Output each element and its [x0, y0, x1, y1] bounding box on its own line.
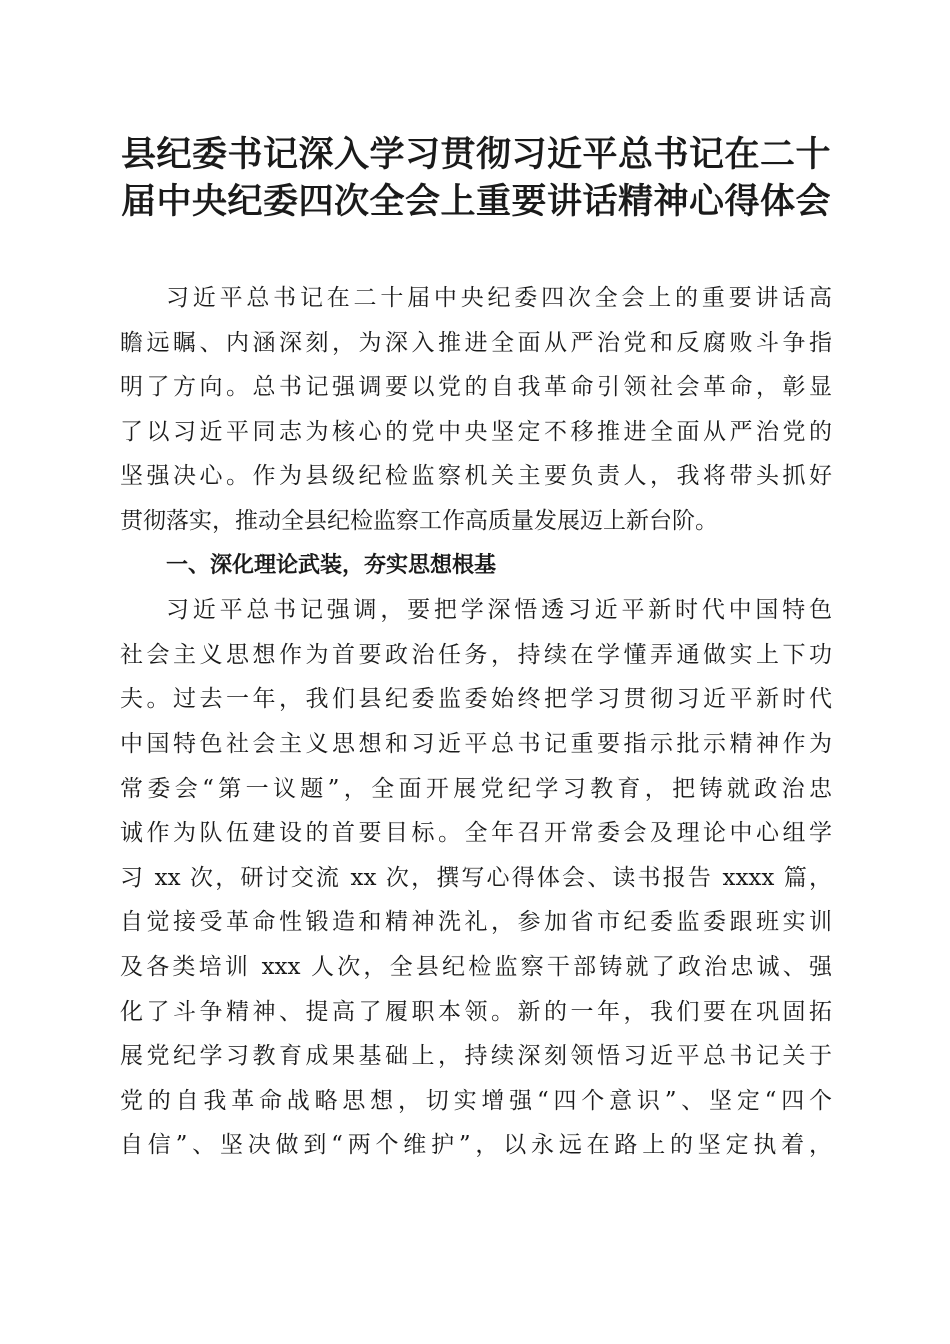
text-line: 常委会“第一议题”，全面开展党纪学习教育，把铸就政治忠: [120, 775, 832, 802]
text-line: 贯彻落实，推动全县纪检监察工作高质量发展迈上新台阶。: [120, 507, 718, 534]
title-line: 县纪委书记深入学习贯彻习近平总书记在二十: [120, 135, 831, 175]
document-body: [120, 276, 832, 1168]
text-line: 自信”、坚决做到“两个维护”，以永远在路上的坚定执着，: [120, 1132, 832, 1159]
text-line: 了以习近平同志为核心的党中央坚定不移推进全面从严治党的: [120, 418, 832, 445]
text-line: 夫。过去一年，我们县纪委监委始终把学习贯彻习近平新时代: [120, 686, 832, 713]
text-line: 党的自我革命战略思想，切实增强“四个意识”、坚定“四个: [120, 1087, 832, 1114]
text-line: 化了斗争精神、提高了履职本领。新的一年，我们要在巩固拓: [120, 998, 832, 1025]
text-line: 自觉接受革命性锻造和精神洗礼，参加省市纪委监委跟班实训: [120, 909, 832, 936]
document-title: [120, 132, 832, 226]
text-line: 中国特色社会主义思想和习近平总书记重要指示批示精神作为: [120, 730, 832, 757]
text-line: 展党纪学习教育成果基础上，持续深刻领悟习近平总书记关于: [120, 1043, 832, 1070]
text-line: 及各类培训 xxx 人次，全县纪检监察干部铸就了政治忠诚、强: [120, 953, 832, 980]
text-line: 瞻远瞩、内涵深刻，为深入推进全面从严治党和反腐败斗争指: [120, 329, 832, 356]
text-line: 习 xx 次，研讨交流 xx 次，撰写心得体会、读书报告 xxxx 篇，: [120, 864, 832, 891]
text-line: 诚作为队伍建设的首要目标。全年召开常委会及理论中心组学: [120, 820, 832, 847]
title-line: 届中央纪委四次全会上重要讲话精神心得体会: [120, 182, 831, 222]
text-line: 习近平总书记在二十届中央纪委四次全会上的重要讲话高: [166, 285, 832, 311]
paragraph-section1: [120, 588, 832, 1168]
text-line: 习近平总书记强调，要把学深悟透习近平新时代中国特色: [166, 597, 832, 624]
paragraph-intro: [120, 276, 832, 544]
text-line: 社会主义思想作为首要政治任务，持续在学懂弄通做实上下功: [120, 641, 832, 668]
text-line: 明了方向。总书记强调要以党的自我革命引领社会革命，彰显: [120, 374, 832, 401]
text-line: 坚强决心。作为县级纪检监察机关主要负责人，我将带头抓好: [120, 463, 832, 490]
section-heading: 一、深化理论武装，夯实思想根基: [166, 552, 497, 578]
